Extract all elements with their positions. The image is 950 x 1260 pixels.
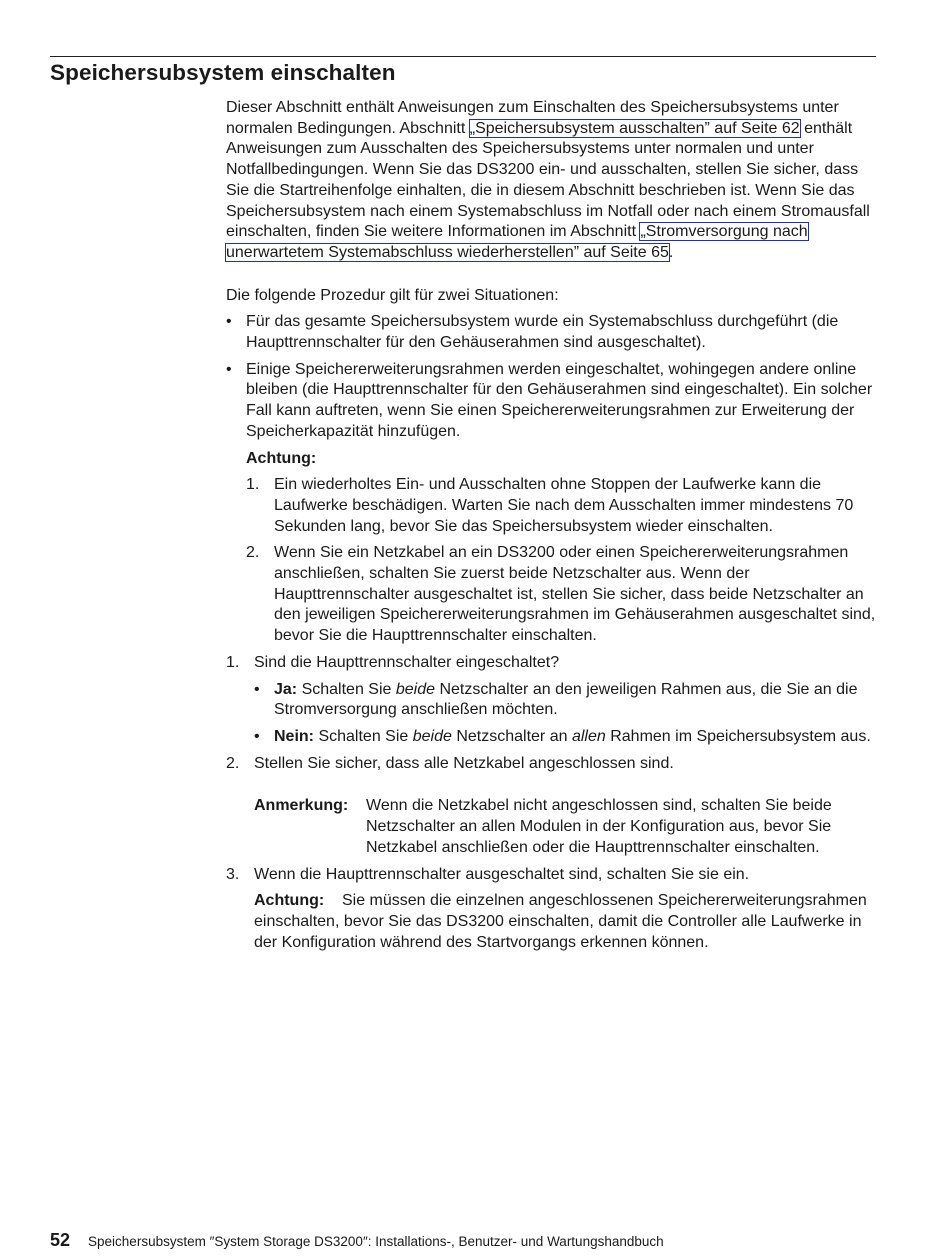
step-3-attention	[254, 891, 878, 953]
attention-item-number: 1.	[246, 476, 260, 494]
step-3	[226, 865, 878, 954]
section-body	[226, 98, 878, 953]
bullet-marker: •	[254, 680, 260, 698]
option-text: Rahmen im Speichersubsystem aus.	[605, 727, 871, 745]
note-text: Wenn die Netzkabel nicht angeschlossen sind, schalten Sie beide Netzschalter an allen Modulen in der Konfiguration aus, bevor Sie Netzkabel anschließen oder die Haupttrennschalter einschalten.	[366, 797, 832, 856]
step-number: 2.	[226, 754, 240, 772]
attention-item-text: Wenn Sie ein Netzkabel an ein DS3200 oder einen Speichererweiterungsrahmen anschließen, schalten Sie zuerst beide Netzschalter aus. Wenn der Haupttrennschalter ausgeschaltet ist, stellen Sie sicher, dass beide Netzschalter an den jeweiligen Speichererweiterungsrahmen im Gehäuserahmen ausgeschaltet sind, bevor Sie die Haupttrennschalter einschalten.	[274, 544, 876, 645]
situation-item	[226, 360, 878, 443]
step-text: Wenn die Haupttrennschalter ausgeschaltet sind, schalten Sie sie ein.	[254, 865, 750, 883]
bullet-marker: •	[226, 360, 232, 378]
option-label: Nein:	[274, 727, 314, 745]
attention-label: Achtung:	[254, 892, 325, 910]
attention-item-text: Ein wiederholtes Ein- und Ausschalten ohne Stoppen der Laufwerke kann die Laufwerke beschädigen. Warten Sie nach dem Ausschalten immer mindestens 70 Sekunden lang, bevor Sie das Speichersubsystem wieder einschalten.	[274, 476, 854, 535]
situation-text: Für das gesamte Speichersubsystem wurde ein Systemabschluss durchgeführt (die Haupttrennschalter für den Gehäuserahmen sind ausgeschaltet).	[246, 313, 839, 352]
option-nein	[254, 727, 878, 748]
attention-item	[246, 475, 878, 537]
option-emphasis: beide	[395, 680, 436, 698]
option-text: Netzschalter an den jeweiligen Rahmen aus, die Sie an die Stromversorgung anschließen möchten.	[274, 680, 858, 719]
option-ja	[254, 680, 878, 721]
procedure-intro: Die folgende Prozedur gilt für zwei Situationen:	[226, 286, 559, 304]
page-footer	[50, 1230, 890, 1251]
bullet-marker: •	[226, 313, 232, 331]
option-emphasis: beide	[412, 727, 452, 745]
intro-text-2: enthält Anweisungen zum Ausschalten des Speichersubsystems unter normalen und unter Notfallbedingungen. Wenn Sie das DS3200 ein- und ausschalten, stellen Sie sicher, dass Sie die Startreihenfolge einhalten, die in diesem Abschnitt beschrieben ist. Wenn Sie das Speichersubsystem nach einem Systemabschluss im Notfall oder nach einem Stromausfall einschalten, finden Sie weitere Informationen im Abschnitt	[226, 119, 870, 241]
attention-label: Achtung:	[246, 449, 317, 467]
link-stromversorgung-wiederherstellen[interactable]: „Stromversorgung nach unerwartetem Systemabschluss wiederherstellen” auf Seite 65	[226, 223, 808, 261]
intro-text-1: Dieser Abschnitt enthält Anweisungen zum Einschalten des Speichersubsystems unter normalen Bedingungen. Abschnitt	[226, 99, 839, 137]
step-number: 1.	[226, 653, 240, 671]
option-text: Schalten Sie	[314, 727, 413, 745]
section-heading: Speichersubsystem einschalten	[50, 60, 396, 85]
note-label: Anmerkung:	[254, 797, 349, 815]
option-text: Schalten Sie	[297, 680, 396, 698]
header-rule	[50, 56, 876, 57]
step-2	[226, 754, 878, 859]
intro-paragraph	[226, 98, 878, 264]
step-text: Sind die Haupttrennschalter eingeschaltet?	[254, 653, 560, 671]
link-speichersubsystem-ausschalten[interactable]: „Speichersubsystem ausschalten” auf Seite 62	[469, 119, 800, 137]
page-number: 52	[50, 1230, 71, 1250]
attention-text: Sie müssen die einzelnen angeschlossenen Speichererweiterungsrahmen einschalten, bevor Sie das DS3200 einschalten, damit die Controller alle Laufwerke in der Konfiguration während des Startvorgangs erkennen können.	[254, 892, 867, 951]
attention-block	[226, 449, 878, 647]
bullet-marker: •	[254, 727, 260, 745]
option-emphasis: allen	[571, 727, 606, 745]
situation-item	[226, 312, 878, 353]
step-text: Stellen Sie sicher, dass alle Netzkabel angeschlossen sind.	[254, 754, 674, 772]
intro-text-3: .	[668, 243, 674, 261]
note	[254, 796, 878, 858]
situation-text: Einige Speichererweiterungsrahmen werden eingeschaltet, wohingegen andere online bleiben (die Haupttrennschalter für den Gehäuserahmen sind eingeschaltet). Ein solcher Fall kann auftreten, wenn Sie einen Speichererweiterungsrahmen zur Erweiterung der Speicherkapazität hinzufügen.	[246, 360, 873, 440]
attention-item	[246, 543, 878, 647]
option-text: Netzschalter an	[451, 727, 572, 745]
step-1	[226, 653, 878, 748]
attention-item-number: 2.	[246, 544, 260, 562]
option-label: Ja:	[274, 680, 298, 698]
footer-title: Speichersubsystem ″System Storage DS3200″: Installations-, Benutzer- und Wartungshandbuch	[88, 1234, 664, 1249]
step-number: 3.	[226, 865, 240, 883]
